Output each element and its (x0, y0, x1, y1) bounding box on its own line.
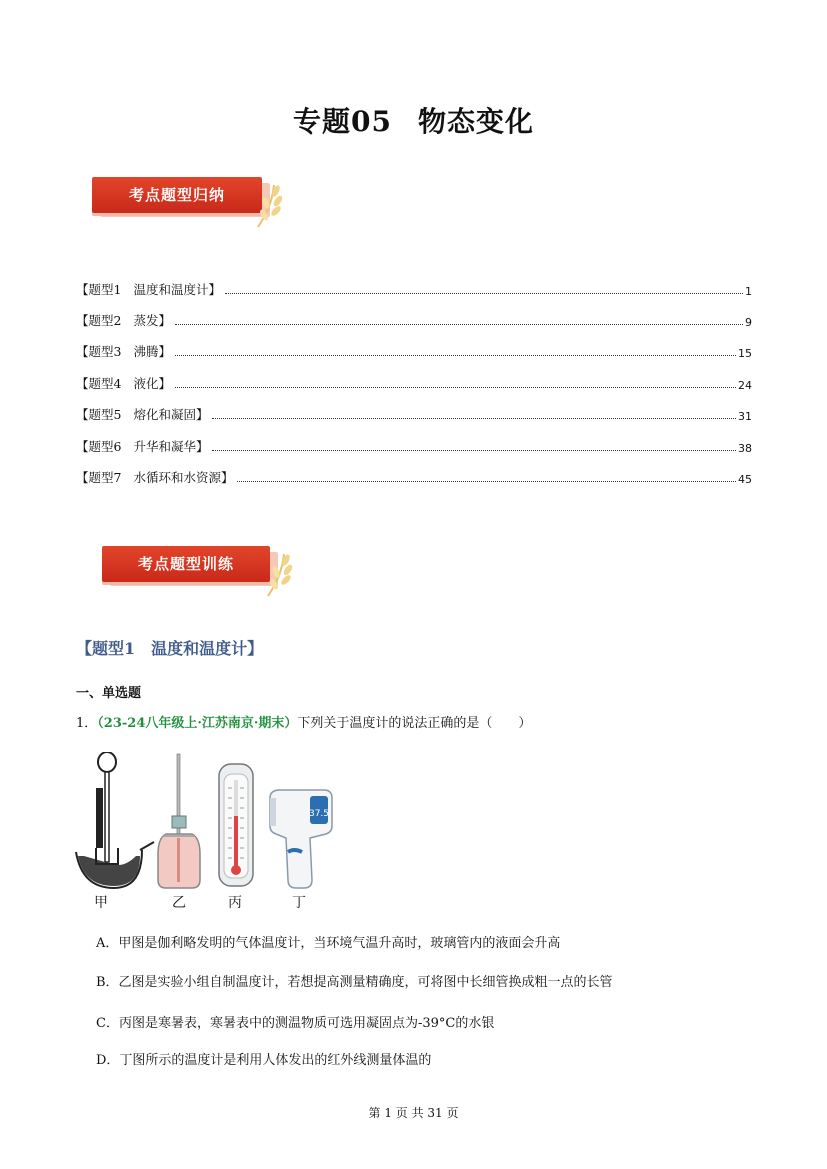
toc-item-7[interactable]: 【题型7 水循环和水资源】 45 (76, 470, 752, 486)
wheat-icon (262, 550, 296, 598)
option-d[interactable]: D．丁图所示的温度计是利用人体发出的红外线测量体温的 (96, 1053, 432, 1068)
infrared-reading: 37.5 (308, 809, 330, 819)
question-number: 1． (76, 716, 98, 731)
figure-label-yi: 乙 (172, 895, 186, 911)
figure-label-bing: 丙 (228, 895, 242, 911)
figure-galileo-thermometer (76, 752, 154, 888)
figure-wall-thermometer (219, 764, 253, 886)
option-b[interactable]: B．乙图是实验小组自制温度计，若想提高测量精确度，可将图中长细管换成粗一点的长管 (96, 975, 613, 990)
toc-page: 24 (738, 379, 752, 392)
toc-item-4[interactable]: 【题型4 液化】 24 (76, 376, 752, 392)
banner-training-label: 考点题型训练 (137, 555, 234, 573)
toc-item-6[interactable]: 【题型6 升华和凝华】 38 (76, 439, 752, 455)
page-title (0, 100, 827, 140)
toc-page: 15 (738, 347, 752, 360)
section-heading: 【题型1 温度和温度计】 (76, 639, 264, 658)
thermometer-figures (74, 752, 344, 912)
option-a[interactable]: A．甲图是伽利略发明的气体温度计，当环境气温升高时，玻璃管内的液面会升高 (96, 936, 561, 951)
toc-page: 31 (738, 410, 752, 423)
toc-item-3[interactable]: 【题型3 沸腾】 15 (76, 344, 752, 360)
option-c[interactable]: C．丙图是寒暑表，寒暑表中的测温物质可选用凝固点为-39°C的水银 (96, 1016, 495, 1031)
toc-item-2[interactable]: 【题型2 蒸发】 9 (76, 313, 752, 329)
question-source: （23-24八年级上·江苏南京·期末） (97, 716, 298, 731)
page-footer: 第 1 页 共 31 页 (368, 1106, 459, 1120)
toc-page: 9 (745, 316, 752, 329)
figure-homemade-thermometer (158, 754, 200, 888)
subsection-heading: 一、单选题 (76, 686, 142, 701)
banner-training (102, 546, 302, 596)
toc-page: 45 (738, 473, 752, 486)
question-text: 下列关于温度计的说法正确的是（ ） (297, 716, 532, 731)
question-stem (76, 712, 531, 731)
toc-page: 38 (738, 442, 752, 455)
toc-page: 1 (745, 285, 752, 298)
wheat-icon (252, 181, 286, 229)
toc-item-1[interactable]: 【题型1 温度和温度计】 1 (76, 282, 752, 298)
title-topic-number: 专题05 (293, 105, 392, 138)
banner-summary (92, 177, 292, 227)
toc-item-5[interactable]: 【题型5 熔化和凝固】 31 (76, 407, 752, 423)
banner-summary-label: 考点题型归纳 (128, 186, 225, 204)
figure-infrared-thermometer (270, 790, 332, 888)
figure-label-jia: 甲 (94, 895, 108, 911)
figure-label-ding: 丁 (292, 895, 306, 911)
title-topic-name: 物态变化 (417, 105, 534, 138)
